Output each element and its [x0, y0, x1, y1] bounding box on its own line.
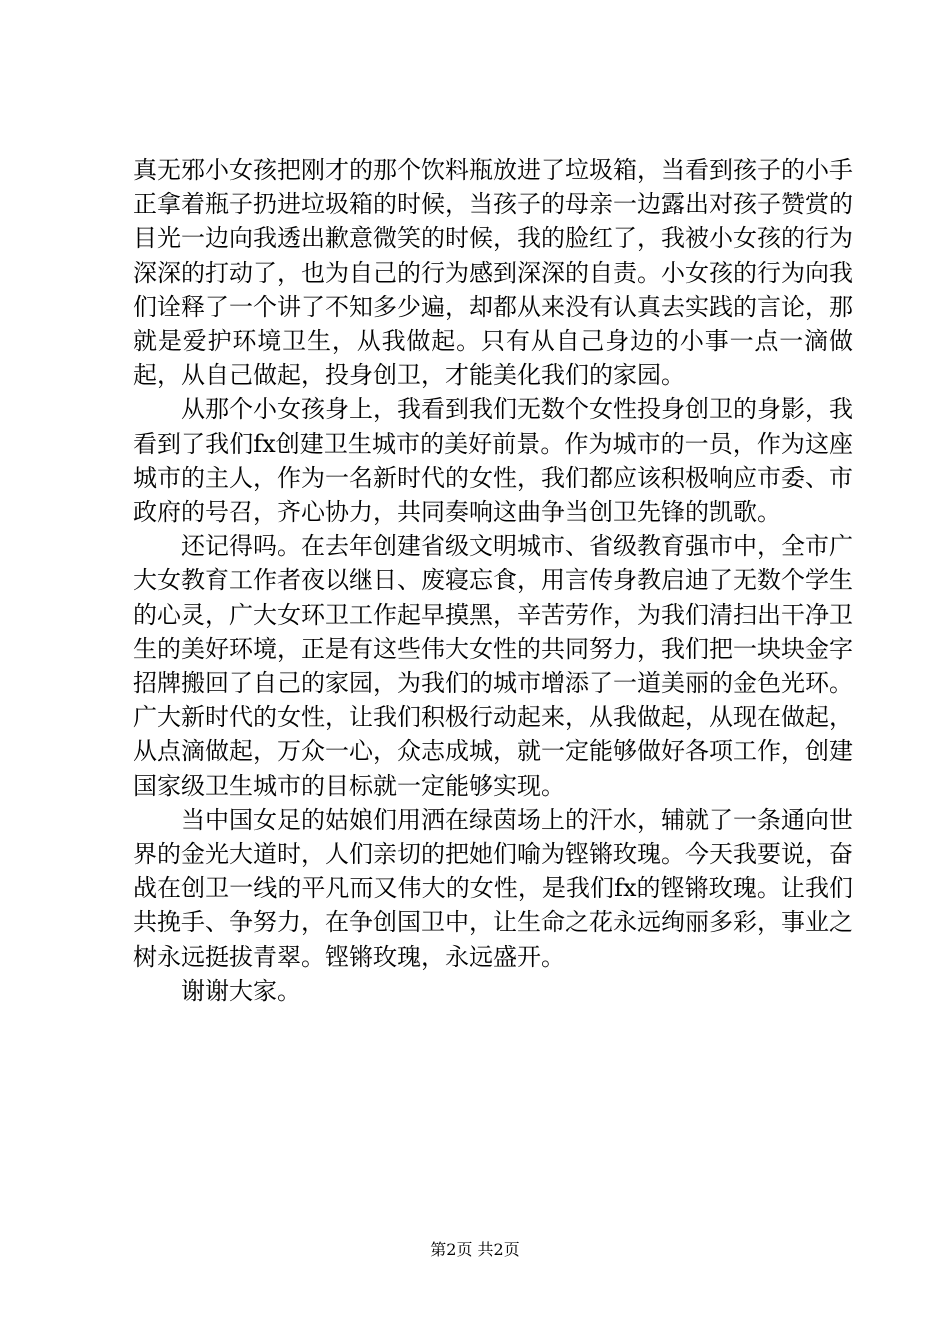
document-body [133, 153, 853, 1008]
paragraph-continuation: 真无邪小女孩把刚才的那个饮料瓶放进了垃圾箱，当看到孩子的小手正拿着瓶子扔进垃圾箱的时候，当孩子的母亲一边露出对孩子赞赏的目光一边向我透出歉意微笑的时候，我的脸红了，我被小女孩的行为深深的打动了，也为自己的行为感到深深的自责。小女孩的行为向我们诠释了一个讲了不知多少遍，却都从来没有认真去实践的言论，那就是爱护环境卫生，从我做起。只有从自己身边的小事一点一滴做起，从自己做起，投身创卫，才能美化我们的家园。 [133, 156, 853, 390]
paragraph: 从那个小女孩身上，我看到我们无数个女性投身创卫的身影，我看到了我们fx创建卫生城市的美好前景。作为城市的一员，作为这座城市的主人，作为一名新时代的女性，我们都应该积极响应市委、市政府的号召，齐心协力，共同奏响这曲争当创卫先锋的凯歌。 [133, 395, 853, 527]
page-number-footer: 第2页 共2页 [430, 1240, 520, 1259]
paragraph: 还记得吗。在去年创建省级文明城市、省级教育强市中，全市广大女教育工作者夜以继日、废寝忘食，用言传身教启迪了无数个学生的心灵，广大女环卫工作起早摸黑，辛苦劳作，为我们清扫出干净卫生的美好环境，正是有这些伟大女性的共同努力，我们把一块块金字招牌搬回了自己的家园，为我们的城市增添了一道美丽的金色光环。广大新时代的女性，让我们积极行动起来，从我做起，从现在做起，从点滴做起，万众一心，众志成城，就一定能够做好各项工作，创建国家级卫生城市的目标就一定能够实现。 [133, 532, 853, 800]
paragraph: 当中国女足的姑娘们用洒在绿茵场上的汗水，辅就了一条通向世界的金光大道时，人们亲切的把她们喻为铿锵玫瑰。今天我要说，奋战在创卫一线的平凡而又伟大的女性，是我们fx的铿锵玫瑰。让我们共挽手、争努力，在争创国卫中，让生命之花永远绚丽多彩，事业之树永远挺拔青翠。铿锵玫瑰，永远盛开。 [133, 805, 853, 971]
closing-line: 谢谢大家。 [181, 976, 301, 1005]
